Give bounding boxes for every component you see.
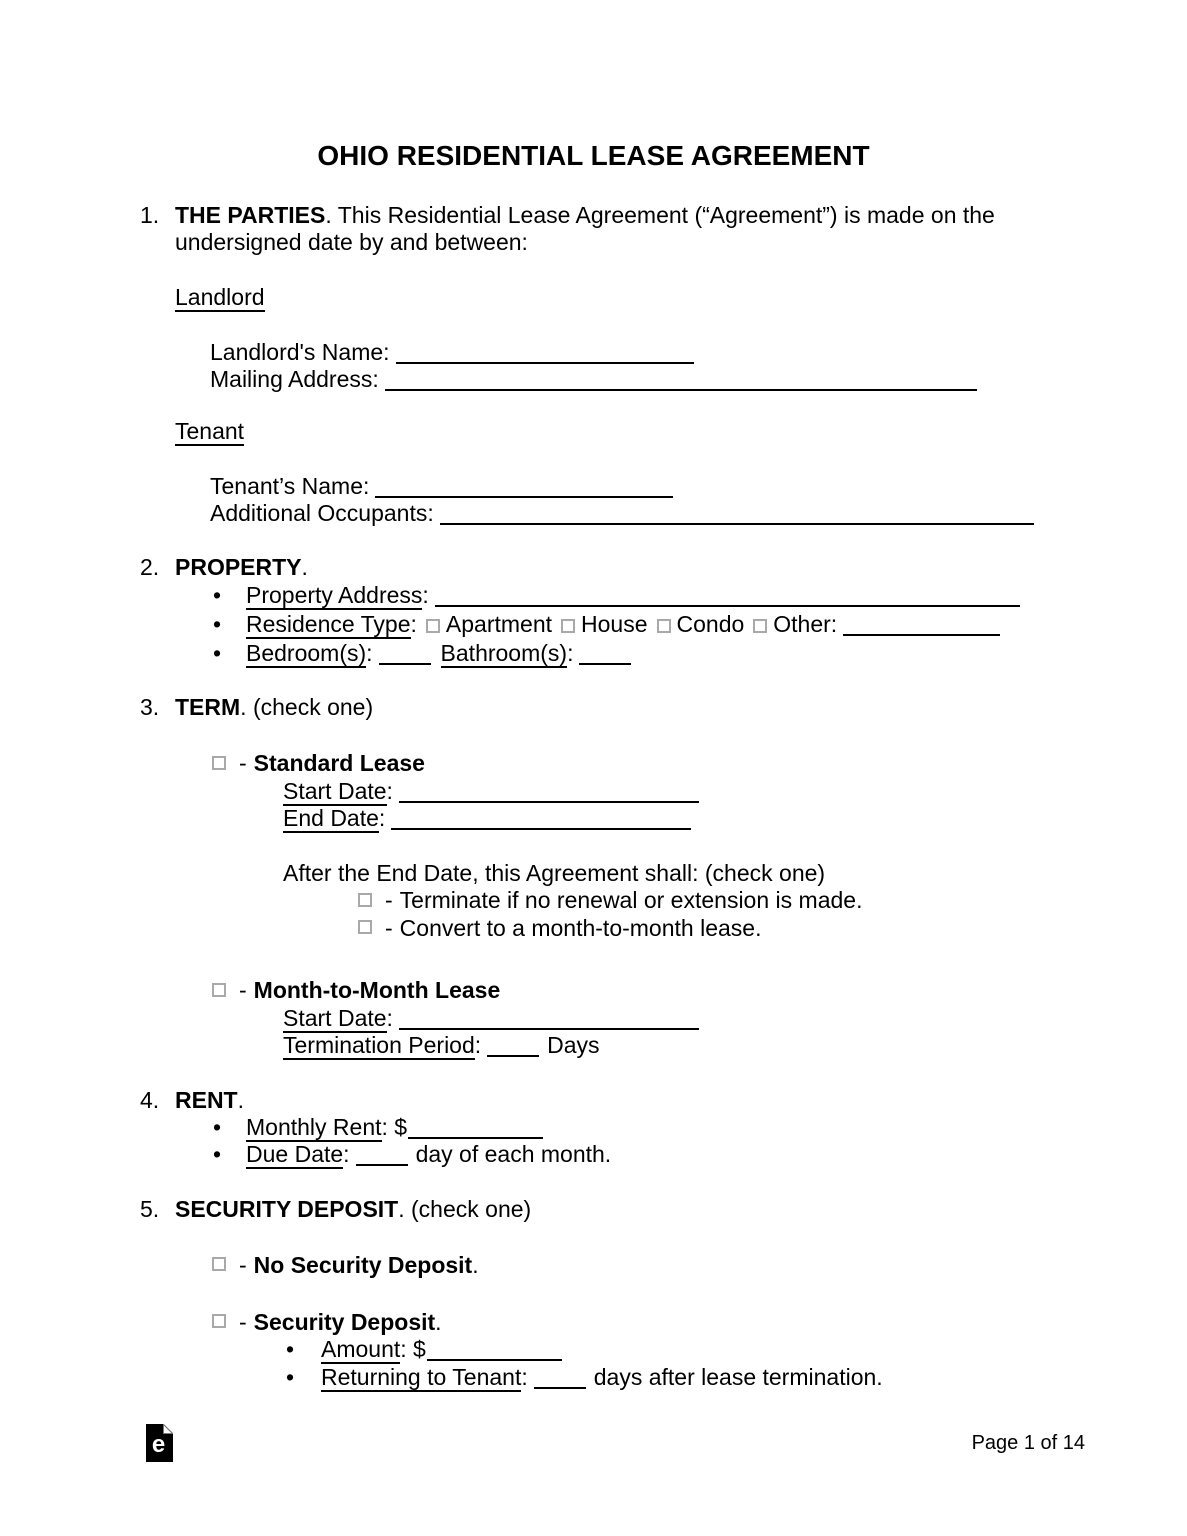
no-security-deposit-label: No Security Deposit <box>253 1251 473 1278</box>
colon: : <box>366 640 373 666</box>
deposit-heading: SECURITY DEPOSIT <box>175 1195 399 1222</box>
apartment-label: Apartment <box>445 611 553 637</box>
condo-label: Condo <box>676 611 745 637</box>
amount-blank[interactable] <box>427 1345 562 1361</box>
tenant-subheading-text: Tenant <box>175 418 245 444</box>
standard-end-date-row <box>175 805 1087 833</box>
start-date-label: Start Date <box>283 777 387 804</box>
residence-type-line <box>246 610 1000 639</box>
standard-lease-block <box>175 750 1087 833</box>
checkbox-terminate[interactable] <box>358 893 372 907</box>
terminate-option-row <box>175 887 1087 915</box>
month-to-month-label: Month-to-Month Lease <box>253 977 501 1003</box>
amount-item <box>175 1336 1087 1364</box>
standard-end-date-blank[interactable] <box>391 814 691 830</box>
checkbox-condo[interactable] <box>657 619 671 633</box>
security-deposit-label: Security Deposit <box>253 1308 436 1335</box>
colon: : <box>378 805 386 831</box>
checkbox-standard-lease[interactable] <box>212 756 226 770</box>
page-footer <box>146 1422 1085 1464</box>
term-heading: TERM <box>175 694 241 720</box>
period: . <box>472 1251 479 1278</box>
monthly-rent-mid: : $ <box>381 1113 408 1140</box>
rent-heading-line <box>175 1087 1087 1114</box>
termination-period-row <box>175 1032 1087 1060</box>
bullet-icon <box>213 639 246 668</box>
property-heading-line <box>175 554 1087 581</box>
section-security-deposit <box>140 1195 1087 1223</box>
end-date-label: End Date <box>283 805 379 831</box>
m2m-start-date-blank[interactable] <box>399 1014 699 1030</box>
property-address-blank[interactable] <box>435 591 1020 607</box>
colon: : <box>474 1032 482 1058</box>
checkbox-apartment[interactable] <box>426 619 440 633</box>
monthly-rent-label: Monthly Rent <box>246 1113 382 1140</box>
rent-heading-trail: . <box>237 1086 245 1113</box>
eforms-logo-icon <box>146 1424 173 1462</box>
days-suffix: Days <box>547 1032 600 1058</box>
property-heading-trail: . <box>301 554 308 580</box>
section-number-1: 1. <box>140 202 160 228</box>
standard-start-date-row <box>175 778 1087 806</box>
section-property <box>140 554 1087 668</box>
termination-period-blank[interactable] <box>487 1041 539 1057</box>
term-heading-trail: . (check one) <box>240 694 374 720</box>
landlord-subheading <box>175 284 1087 311</box>
returning-blank[interactable] <box>534 1373 586 1389</box>
dash: - <box>239 977 247 1003</box>
security-deposit-row <box>175 1309 1087 1337</box>
due-date-blank[interactable] <box>356 1150 408 1166</box>
landlord-name-row <box>175 339 1087 366</box>
checkbox-no-security-deposit[interactable] <box>212 1257 226 1271</box>
section-number-2: 2. <box>140 554 160 580</box>
additional-occupants-row <box>175 500 1087 527</box>
additional-occupants-label: Additional Occupants: <box>210 500 434 526</box>
landlord-subheading-text: Landlord <box>175 284 265 310</box>
amount-line <box>321 1336 562 1364</box>
rent-heading: RENT <box>175 1086 238 1113</box>
landlord-name-blank[interactable] <box>396 348 694 364</box>
tenant-subheading <box>175 418 1087 445</box>
period: . <box>435 1308 442 1335</box>
property-address-label: Property Address <box>246 582 423 608</box>
section-number-4: 4. <box>140 1086 160 1113</box>
document-title: OHIO RESIDENTIAL LEASE AGREEMENT <box>317 140 870 171</box>
dash: - <box>239 1251 247 1278</box>
colon: : <box>521 1363 528 1390</box>
amount-label: Amount <box>321 1336 401 1362</box>
section-the-parties <box>140 202 1087 256</box>
bathrooms-label: Bathroom(s) <box>440 640 568 666</box>
bedrooms-bathrooms-line <box>246 639 631 668</box>
colon: : <box>567 640 574 666</box>
monthly-rent-line <box>246 1114 543 1142</box>
after-end-date-block <box>175 860 1087 943</box>
page-number: Page 1 of 14 <box>971 1432 1085 1454</box>
checkbox-security-deposit[interactable] <box>212 1314 226 1328</box>
landlord-name-label: Landlord's Name: <box>210 339 390 365</box>
other-label: Other: <box>773 611 838 637</box>
colon: : <box>422 582 429 608</box>
bullet-icon <box>213 1114 246 1142</box>
section-term <box>140 694 1087 721</box>
month-to-month-block <box>175 977 1087 1060</box>
dash: - <box>239 1308 247 1335</box>
returning-item <box>175 1364 1087 1392</box>
standard-start-date-blank[interactable] <box>399 787 699 803</box>
convert-option-label: Convert to a month-to-month lease. <box>399 914 762 941</box>
termination-period-label: Termination Period <box>283 1032 475 1058</box>
checkbox-house[interactable] <box>561 619 575 633</box>
standard-lease-row <box>175 750 1087 778</box>
landlord-fields <box>175 339 1087 393</box>
mailing-address-label: Mailing Address: <box>210 366 379 392</box>
bullet-icon <box>213 610 246 639</box>
bedrooms-blank[interactable] <box>379 649 431 665</box>
logo-letter: e <box>151 1431 166 1458</box>
standard-lease-label: Standard Lease <box>253 750 425 776</box>
dash: - <box>385 914 393 941</box>
monthly-rent-blank[interactable] <box>408 1123 543 1139</box>
returning-line <box>321 1364 883 1392</box>
bullet-icon <box>286 1364 321 1392</box>
due-date-line <box>246 1141 611 1169</box>
tenant-name-row <box>175 473 1087 500</box>
parties-intro-text: . This Residential Lease Agreement (“Agreement”) is made on the undersigned date by and between: <box>175 202 995 255</box>
term-heading-line <box>175 694 1087 721</box>
tenant-name-label: Tenant’s Name: <box>210 473 370 499</box>
due-date-suffix: day of each month. <box>415 1141 612 1167</box>
checkbox-convert[interactable] <box>358 920 372 934</box>
colon: : <box>386 1004 393 1031</box>
checkbox-other[interactable] <box>753 619 767 633</box>
other-residence-blank[interactable] <box>843 620 1000 636</box>
property-heading: PROPERTY <box>175 554 302 580</box>
dash: - <box>239 750 247 776</box>
property-address-item <box>175 581 1087 610</box>
section-number-5: 5. <box>140 1195 160 1222</box>
month-to-month-row <box>175 977 1087 1005</box>
tenant-fields <box>175 473 1087 527</box>
section-number-3: 3. <box>140 694 160 720</box>
due-date-item <box>175 1141 1087 1169</box>
after-end-date-note: After the End Date, this Agreement shall: (check one) <box>283 859 826 886</box>
bathrooms-blank[interactable] <box>579 649 631 665</box>
additional-occupants-blank[interactable] <box>440 509 1034 525</box>
tenant-name-blank[interactable] <box>375 482 673 498</box>
returning-label: Returning to Tenant <box>321 1363 522 1390</box>
monthly-rent-item <box>175 1114 1087 1142</box>
no-security-deposit-row <box>175 1252 1087 1279</box>
m2m-start-date-row <box>175 1005 1087 1033</box>
mailing-address-row <box>175 366 1087 393</box>
bedrooms-bathrooms-item <box>175 639 1087 668</box>
returning-suffix: days after lease termination. <box>593 1363 883 1390</box>
bullet-icon <box>286 1336 321 1364</box>
deposit-heading-line <box>175 1196 1087 1223</box>
colon: : <box>410 611 417 637</box>
checkbox-month-to-month[interactable] <box>212 983 226 997</box>
section-rent <box>140 1086 1087 1169</box>
parties-heading: THE PARTIES <box>175 202 326 228</box>
start-date-label: Start Date <box>283 1004 387 1031</box>
colon: : <box>386 777 393 804</box>
document-body <box>0 171 1187 1391</box>
parties-intro <box>175 202 1075 256</box>
amount-mid: : $ <box>400 1336 426 1362</box>
mailing-address-blank[interactable] <box>385 375 977 391</box>
house-label: House <box>581 611 648 637</box>
bullet-icon <box>213 1141 246 1169</box>
bullet-icon <box>213 581 246 610</box>
security-deposit-block <box>175 1309 1087 1392</box>
property-address-line <box>246 581 1020 610</box>
bedrooms-label: Bedroom(s) <box>246 640 367 666</box>
dash: - <box>385 887 393 913</box>
convert-option-row <box>175 915 1087 943</box>
terminate-option-label: Terminate if no renewal or extension is made. <box>399 887 863 913</box>
residence-type-label: Residence Type <box>246 611 411 637</box>
residence-type-item <box>175 610 1087 639</box>
deposit-heading-trail: . (check one) <box>398 1195 532 1222</box>
due-date-label: Due Date <box>246 1141 344 1167</box>
colon: : <box>343 1141 350 1167</box>
